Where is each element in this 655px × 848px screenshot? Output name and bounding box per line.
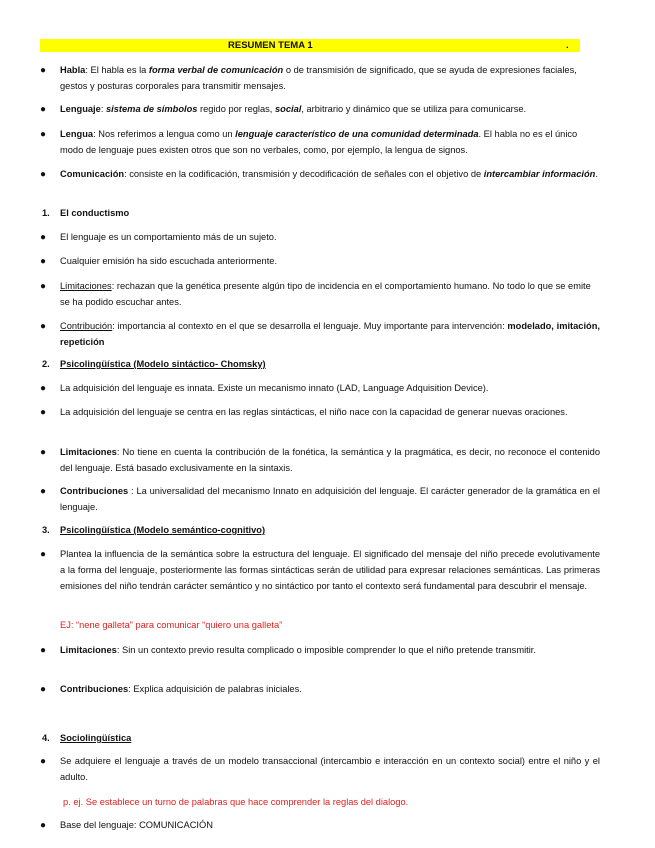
text: : La universalidad del mecanismo Innato en adquisición del lenguaje. El carácter generador de la gramática en el lenguaje. — [60, 486, 600, 512]
term-lengua: Lengua — [60, 129, 94, 139]
bullet-icon: ● — [40, 104, 47, 115]
bullet-icon: ● — [40, 486, 47, 497]
bullet-icon: ● — [40, 281, 47, 292]
term-contribuciones: Contribuciones — [60, 486, 129, 496]
bullet-icon: ● — [40, 321, 47, 332]
contribucion-item — [60, 318, 600, 350]
emphasis: intercambiar información — [483, 169, 596, 179]
document-title: RESUMEN TEMA 1 — [228, 40, 313, 51]
list-item: El lenguaje es un comportamiento más de un sujeto. — [60, 232, 277, 242]
term-limitaciones: Limitaciones — [60, 645, 117, 655]
limitaciones-item — [60, 642, 600, 658]
text: : importancia al contexto en el que se desarrolla el lenguaje. Muy importante para intervención: — [112, 321, 508, 331]
text: . El habla no es el único modo de lenguaje pues existen otros que son no verbales, como, por ejemplo, la lengua de signos. — [60, 129, 578, 155]
term-comunicacion: Comunicación — [60, 169, 125, 179]
emphasis: lenguaje característico de una comunidad determinada — [235, 129, 479, 139]
section-title-semantico: Psicolingüística (Modelo semántico-cognitivo) — [60, 525, 266, 535]
text: : rechazan que la genética presente algún tipo de incidencia en el comportamiento humano. No todo lo que se emite se ha podido escuchar antes. — [60, 281, 591, 307]
bullet-icon: ● — [40, 407, 47, 418]
section-title-sociolinguistica: Sociolingüística — [60, 733, 132, 743]
bullet-icon: ● — [40, 65, 47, 76]
contribuciones-item — [60, 681, 600, 697]
limitaciones-item — [60, 278, 600, 310]
text: : Nos referimos a lengua como un — [93, 129, 236, 139]
title-dot: . — [566, 40, 569, 51]
example-text: p. ej. Se establece un turno de palabras que hace comprender la reglas del dialogo. — [63, 797, 409, 807]
title-banner — [40, 39, 580, 52]
list-item: La adquisición del lenguaje se centra en las reglas sintácticas, el niño nace con la capacidad de generar nuevas oraciones. — [60, 407, 568, 417]
definition-lengua — [60, 126, 600, 158]
section-title-chomsky: Psicolingüística (Modelo sintáctico- Chomsky) — [60, 359, 266, 369]
term-limitaciones: Limitaciones — [60, 281, 112, 291]
section-title-conductismo: El conductismo — [60, 208, 130, 218]
term-habla: Habla — [60, 65, 86, 75]
emphasis: forma verbal de comunicación — [148, 65, 284, 75]
term-contribuciones: Contribuciones — [60, 684, 129, 694]
bullet-icon: ● — [40, 756, 47, 767]
bullet-icon: ● — [40, 232, 47, 243]
bullet-icon: ● — [40, 169, 47, 180]
text: : consiste en la codificación, transmisión y decodificación de señales con el objetivo de — [124, 169, 484, 179]
section-number: 3. — [42, 525, 50, 535]
bullet-icon: ● — [40, 820, 47, 831]
definition-lenguaje — [60, 101, 600, 117]
text: : El habla es la — [85, 65, 149, 75]
bullet-icon: ● — [40, 684, 47, 695]
list-item: Se adquiere el lenguaje a través de un modelo transaccional (intercambio e interacción en un contexto social) entre el niño y el adulto. — [60, 756, 600, 782]
bullet-icon: ● — [40, 129, 47, 140]
bullet-icon: ● — [40, 256, 47, 267]
text: regido por reglas, — [197, 104, 275, 114]
text: : Sin un contexto previo resulta complicado o imposible comprender lo que el niño pretende transmitir. — [116, 645, 536, 655]
term-contribucion: Contribución — [60, 321, 113, 331]
list-item: Plantea la influencia de la semántica sobre la estructura del lenguaje. El significado del mensaje del niño precede evolutivamente a la forma del lenguaje, posteriormente las formas sintácticas serán de utilidad para expresar relaciones semánticas. Las primeras emisiones del niño tendrán carácter semántico y no sintáctico por tanto el contexto será fundamental para descubrir el mensaje. — [60, 549, 600, 591]
text: : Explica adquisición de palabras iniciales. — [128, 684, 302, 694]
text: o de transmisión de significado, que se ayuda de expresiones faciales, gestos y posturas corporales para transmitir mensajes. — [60, 65, 577, 91]
section-number: 4. — [42, 733, 50, 743]
definition-comunicacion — [60, 166, 600, 182]
emphasis: sistema de símbolos — [105, 104, 198, 114]
section-number: 1. — [42, 208, 50, 218]
section-number: 2. — [42, 359, 50, 369]
text: . — [595, 169, 598, 179]
text: , arbitrario y dinámico que se utiliza para comunicarse. — [301, 104, 527, 114]
bullet-icon: ● — [40, 447, 47, 458]
emphasis: social — [274, 104, 302, 114]
example-text: EJ: “nene galleta” para comunicar “quiero una galleta” — [60, 620, 283, 630]
term-lenguaje: Lenguaje — [60, 104, 101, 114]
bullet-icon: ● — [40, 645, 47, 656]
bullet-icon: ● — [40, 383, 47, 394]
term-limitaciones: Limitaciones — [60, 447, 117, 457]
definition-habla — [60, 62, 600, 94]
limitaciones-item — [60, 444, 600, 476]
list-item: Base del lenguaje: COMUNICACIÓN — [60, 820, 213, 830]
bold-text: modelado, imitación, repetición — [60, 321, 600, 347]
text: : — [100, 104, 106, 114]
list-item: Cualquier emisión ha sido escuchada anteriormente. — [60, 256, 278, 266]
contribuciones-item — [60, 483, 600, 515]
text: : No tiene en cuenta la contribución de la fonética, la semántica y la pragmática, es decir, no reconoce el contenido del lenguaje. Está basado exclusivamente en la sintaxis. — [60, 447, 600, 473]
bullet-icon: ● — [40, 549, 47, 560]
list-item: La adquisición del lenguaje es innata. Existe un mecanismo innato (LAD, Language Adquisition Device). — [60, 383, 489, 393]
